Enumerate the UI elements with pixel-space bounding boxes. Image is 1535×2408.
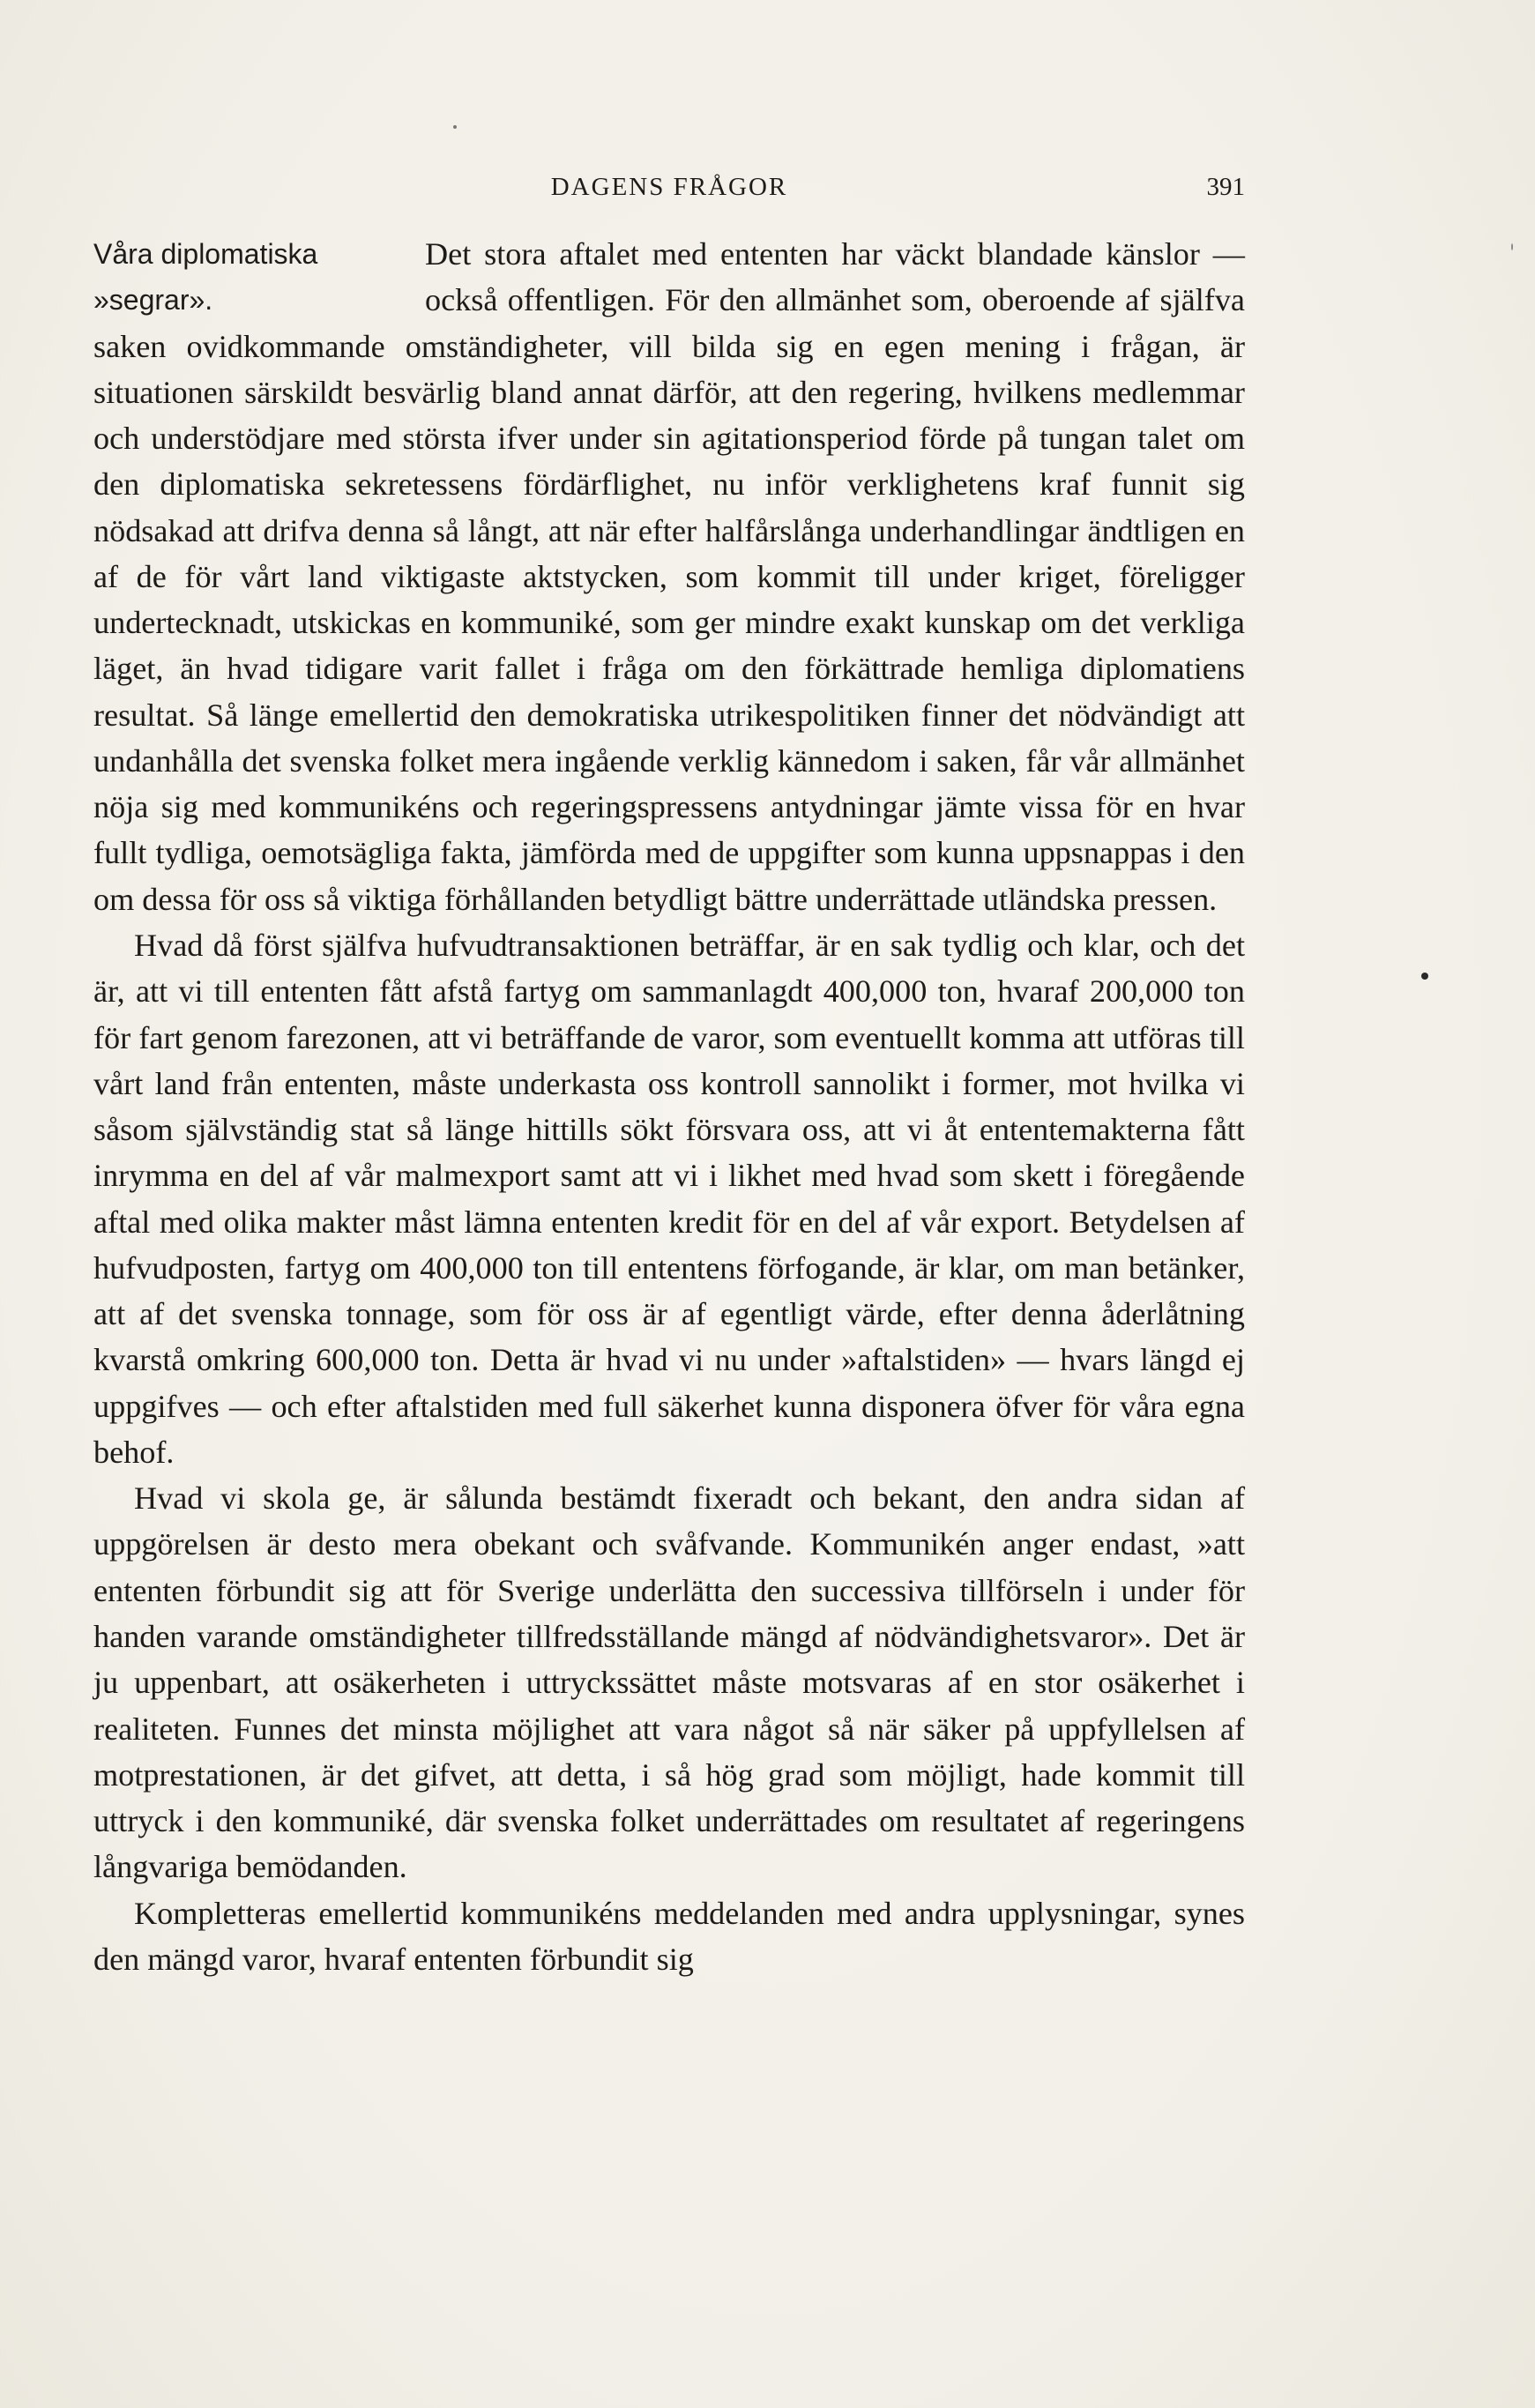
marginal-heading-line-1: Våra diplomatiska — [93, 238, 318, 270]
paper-speck — [1421, 973, 1428, 980]
paragraph-1: Det stora aftalet med ententen har väckt blandade känslor — också offentligen. För den allmänhet som, oberoende af själfva saken ovidkommande omständigheter, vill bilda sig en egen mening i frågan, är situationen särskildt besvärlig bland annat därför, att den regering, hvilkens medlemmar och understödjare med största ifver under sin agitationsperiod förde på tungan talet om den diplomatiska sekretessens fördärflighet, nu inför verklighetens kraf funnit sig nödsakad att drifva denna så långt, att när efter halfårslånga underhandlingar ändtligen en af de för vårt land viktigaste aktstycken, som kommit till under kriget, föreligger undertecknadt, utskickas en kommuniké, som ger mindre exakt kunskap om det verkliga läget, än hvad tidigare varit fallet i fråga om den förkättrade hemliga diplomatiens resultat. Så länge emellertid den demokratiska utrikespolitiken finner det nödvändigt att undanhålla det svenska folket mera ingående verklig kännedom i saken, får vår allmänhet nöja sig med kommunikéns och regeringspressens antydningar jämte vissa för en hvar fullt tydliga, oemotsägliga fakta, jämförda med de uppgifter som kunna uppsnappas i den om dessa för oss så viktiga förhållanden betydligt bättre underrättade utländska pressen. — [93, 236, 1245, 917]
paragraph-3: Hvad vi skola ge, är sålunda bestämdt fixeradt och bekant, den andra sidan af uppgörelsen är desto mera obekant och svåfvande. Kommunikén anger endast, »att ententen förbundit sig att för Sverige underlätta den successiva tillförseln i under för handen varande omständigheter tillfredsställande mängd af nödvändighetsvaror». Det är ju uppenbart, att osäkerheten i uttryckssättet måste motsvaras af en stor osäkerhet i realiteten. Funnes det minsta möjlighet att vara något så när säker på uppfyllelsen af motprestationen, är det gifvet, att detta, i så hög grad som möjligt, hade kommit till uttryck i den kommuniké, där svenska folket underrättades om resultatet af regeringens långvariga bemödanden. — [93, 1480, 1245, 1885]
page-header — [93, 173, 1245, 208]
paragraph-2: Hvad då först själfva hufvudtransaktionen beträffar, är en sak tydlig och klar, och det är, att vi till ententen fått afstå fartyg om sammanlagdt 400,000 ton, hvaraf 200,000 ton för fart genom farezonen, att vi beträffande de varor, som eventuellt komma att utföras till vårt land från ententen, måste underkasta oss kontroll sannolikt i former, mot hvilka vi såsom självständig stat så länge hittills sökt försvara oss, att vi åt ententemakterna fått inrymma en del af vår malmexport samt att vi i likhet med hvad som skett i föregående aftal med olika makter måst lämna ententen kredit för en del af vår export. Betydelsen af hufvudposten, fartyg om 400,000 ton till ententens förfogande, är klar, om man betänker, att af det svenska tonnage, som för oss är af egentligt värde, efter denna åderlåtning kvarstå omkring 600,000 ton. Detta är hvad vi nu under »aftalstiden» — hvars längd ej uppgifves — och efter aftalstiden med full säkerhet kunna disponera öfver för våra egna behof. — [93, 927, 1245, 1470]
paper-speck — [453, 125, 457, 129]
article-body — [93, 231, 1245, 1982]
page-number: 391 — [1206, 173, 1245, 201]
paragraph-4: Kompletteras emellertid kommunikéns meddelanden med andra upplysningar, synes den mängd varor, hvaraf ententen förbundit sig — [93, 1895, 1245, 1977]
marginal-heading-line-2: »segrar». — [93, 284, 213, 316]
marginal-heading — [93, 231, 413, 323]
running-title: DAGENS FRÅGOR — [550, 173, 788, 201]
paper-speck — [1511, 243, 1513, 250]
